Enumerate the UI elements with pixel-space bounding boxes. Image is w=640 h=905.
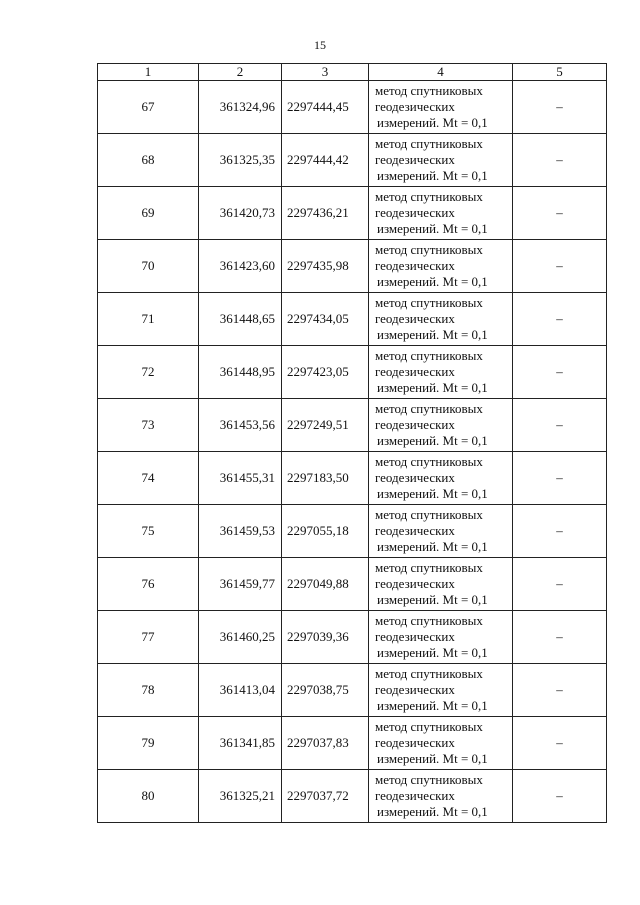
table-row (98, 346, 607, 399)
note-cell: – (513, 187, 607, 240)
method-cell (369, 664, 513, 717)
method-line: измерений. Mt = 0,1 (377, 274, 488, 289)
method-line: измерений. Mt = 0,1 (377, 486, 488, 501)
method-cell (369, 717, 513, 770)
coordinate-x-cell: 361459,77 (199, 558, 282, 611)
method-cell (369, 293, 513, 346)
coordinate-y-cell: 2297055,18 (282, 505, 369, 558)
method-line: метод спутниковых (375, 719, 483, 734)
coordinate-x-cell: 361325,21 (199, 770, 282, 823)
note-cell: – (513, 134, 607, 187)
coordinate-x-cell: 361324,96 (199, 81, 282, 134)
header-col-3: 3 (282, 64, 369, 81)
coordinate-y-cell: 2297444,42 (282, 134, 369, 187)
method-line: геодезических (375, 629, 455, 644)
method-cell (369, 770, 513, 823)
method-line: метод спутниковых (375, 189, 483, 204)
method-line: метод спутниковых (375, 613, 483, 628)
coordinate-y-cell: 2297435,98 (282, 240, 369, 293)
method-line: метод спутниковых (375, 454, 483, 469)
method-cell (369, 505, 513, 558)
coordinate-x-cell: 361453,56 (199, 399, 282, 452)
note-cell: – (513, 240, 607, 293)
coordinate-y-cell: 2297037,72 (282, 770, 369, 823)
method-cell (369, 187, 513, 240)
method-line: геодезических (375, 735, 455, 750)
coordinate-y-cell: 2297249,51 (282, 399, 369, 452)
table-row (98, 240, 607, 293)
method-line: метод спутниковых (375, 295, 483, 310)
method-line: измерений. Mt = 0,1 (377, 168, 488, 183)
coordinate-y-cell: 2297183,50 (282, 452, 369, 505)
coordinate-y-cell: 2297434,05 (282, 293, 369, 346)
coordinate-x-cell: 361460,25 (199, 611, 282, 664)
note-cell: – (513, 293, 607, 346)
coordinate-x-cell: 361341,85 (199, 717, 282, 770)
table-row (98, 452, 607, 505)
note-cell: – (513, 505, 607, 558)
method-cell (369, 399, 513, 452)
method-line: метод спутниковых (375, 560, 483, 575)
coordinate-x-cell: 361455,31 (199, 452, 282, 505)
coordinate-y-cell: 2297423,05 (282, 346, 369, 399)
coordinate-x-cell: 361325,35 (199, 134, 282, 187)
method-cell (369, 558, 513, 611)
point-number-cell: 74 (98, 452, 199, 505)
table-row (98, 770, 607, 823)
method-line: измерений. Mt = 0,1 (377, 698, 488, 713)
header-col-5: 5 (513, 64, 607, 81)
method-line: геодезических (375, 205, 455, 220)
method-line: геодезических (375, 576, 455, 591)
point-number-cell: 72 (98, 346, 199, 399)
method-line: измерений. Mt = 0,1 (377, 645, 488, 660)
method-line: геодезических (375, 788, 455, 803)
method-line: геодезических (375, 99, 455, 114)
header-col-1: 1 (98, 64, 199, 81)
method-line: геодезических (375, 417, 455, 432)
point-number-cell: 73 (98, 399, 199, 452)
method-line: измерений. Mt = 0,1 (377, 221, 488, 236)
coordinate-x-cell: 361413,04 (199, 664, 282, 717)
method-line: метод спутниковых (375, 242, 483, 257)
coordinate-x-cell: 361459,53 (199, 505, 282, 558)
method-line: геодезических (375, 364, 455, 379)
method-line: метод спутниковых (375, 507, 483, 522)
coordinate-x-cell: 361420,73 (199, 187, 282, 240)
method-line: метод спутниковых (375, 401, 483, 416)
method-line: измерений. Mt = 0,1 (377, 433, 488, 448)
method-cell (369, 611, 513, 664)
method-line: измерений. Mt = 0,1 (377, 592, 488, 607)
table-row (98, 558, 607, 611)
point-number-cell: 79 (98, 717, 199, 770)
method-line: измерений. Mt = 0,1 (377, 327, 488, 342)
point-number-cell: 70 (98, 240, 199, 293)
table-row (98, 664, 607, 717)
coordinate-x-cell: 361448,65 (199, 293, 282, 346)
note-cell: – (513, 611, 607, 664)
coordinate-y-cell: 2297039,36 (282, 611, 369, 664)
coordinate-y-cell: 2297038,75 (282, 664, 369, 717)
method-line: измерений. Mt = 0,1 (377, 115, 488, 130)
coordinate-x-cell: 361448,95 (199, 346, 282, 399)
table-row (98, 187, 607, 240)
note-cell: – (513, 452, 607, 505)
table-row (98, 399, 607, 452)
table-row (98, 717, 607, 770)
method-line: метод спутниковых (375, 666, 483, 681)
method-line: метод спутниковых (375, 772, 483, 787)
method-line: метод спутниковых (375, 83, 483, 98)
note-cell: – (513, 399, 607, 452)
coordinate-y-cell: 2297444,45 (282, 81, 369, 134)
note-cell: – (513, 81, 607, 134)
page-number: 15 (314, 38, 326, 52)
point-number-cell: 76 (98, 558, 199, 611)
coordinate-x-cell: 361423,60 (199, 240, 282, 293)
coordinate-y-cell: 2297037,83 (282, 717, 369, 770)
header-col-4: 4 (369, 64, 513, 81)
note-cell: – (513, 770, 607, 823)
method-cell (369, 346, 513, 399)
point-number-cell: 69 (98, 187, 199, 240)
table-row (98, 134, 607, 187)
header-col-2: 2 (199, 64, 282, 81)
method-line: измерений. Mt = 0,1 (377, 380, 488, 395)
table-body (98, 81, 607, 823)
method-line: измерений. Mt = 0,1 (377, 751, 488, 766)
method-line: геодезических (375, 682, 455, 697)
table-row (98, 81, 607, 134)
method-line: геодезических (375, 523, 455, 538)
coordinates-table (97, 63, 607, 823)
note-cell: – (513, 558, 607, 611)
method-cell (369, 452, 513, 505)
table-row (98, 611, 607, 664)
method-line: измерений. Mt = 0,1 (377, 804, 488, 819)
header-row (98, 64, 607, 81)
point-number-cell: 77 (98, 611, 199, 664)
method-cell (369, 81, 513, 134)
coordinate-y-cell: 2297049,88 (282, 558, 369, 611)
method-line: метод спутниковых (375, 348, 483, 363)
note-cell: – (513, 717, 607, 770)
method-line: геодезических (375, 152, 455, 167)
point-number-cell: 67 (98, 81, 199, 134)
method-cell (369, 240, 513, 293)
method-cell (369, 134, 513, 187)
table-row (98, 293, 607, 346)
note-cell: – (513, 346, 607, 399)
coordinate-y-cell: 2297436,21 (282, 187, 369, 240)
method-line: геодезических (375, 311, 455, 326)
method-line: метод спутниковых (375, 136, 483, 151)
point-number-cell: 68 (98, 134, 199, 187)
method-line: геодезических (375, 258, 455, 273)
method-line: геодезических (375, 470, 455, 485)
method-line: измерений. Mt = 0,1 (377, 539, 488, 554)
point-number-cell: 75 (98, 505, 199, 558)
table-header (98, 64, 607, 81)
point-number-cell: 78 (98, 664, 199, 717)
point-number-cell: 80 (98, 770, 199, 823)
table-row (98, 505, 607, 558)
note-cell: – (513, 664, 607, 717)
point-number-cell: 71 (98, 293, 199, 346)
